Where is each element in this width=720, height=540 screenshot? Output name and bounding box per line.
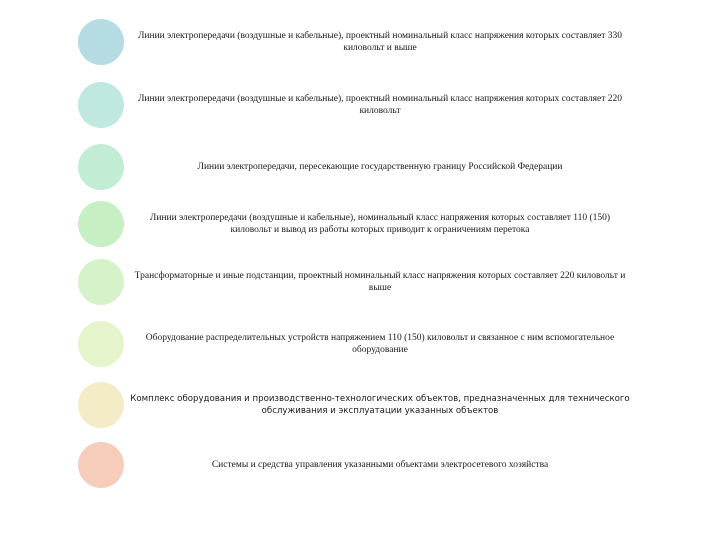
item-text-8: Системы и средства управления указанными объектами электросетевого хозяйства — [211, 460, 549, 470]
list-item — [78, 144, 638, 190]
bullet-circle-6 — [78, 321, 124, 367]
bullet-circle-3 — [78, 144, 124, 190]
item-text-5: Трансформаторные и иные подстанции, проектный номинальный класс напряжения которых составляет 220 киловольт и выше — [134, 271, 626, 293]
list-item — [78, 382, 638, 428]
bullet-circle-4 — [78, 201, 124, 247]
bullet-circle-5 — [78, 259, 124, 305]
item-text-7: Комплекс оборудования и производственно-технологических объектов, предназначенных для технического обслуживания и эксплуатации указанных объектов — [130, 394, 630, 416]
list-item — [78, 259, 638, 305]
list-item — [78, 201, 638, 247]
bullet-circle-1 — [78, 19, 124, 65]
list-item — [78, 19, 638, 65]
item-text-1: Линии электропередачи (воздушные и кабельные), проектный номинальный класс напряжения которых составляет 330 киловольт и выше — [137, 31, 623, 53]
item-text-2: Линии электропередачи (воздушные и кабельные), проектный номинальный класс напряжения которых составляет 220 киловольт — [137, 94, 623, 116]
item-text-6: Оборудование распределительных устройств напряжением 110 (150) киловольт и связанное с ним вспомогательное оборудование — [145, 333, 615, 355]
bullet-circle-8 — [78, 442, 124, 488]
list-item — [78, 82, 638, 128]
list-item — [78, 321, 638, 367]
bullet-circle-2 — [78, 82, 124, 128]
item-text-3: Линии электропередачи, пересекающие государственную границу Российской Федерации — [197, 162, 563, 172]
item-text-4: Линии электропередачи (воздушные и кабельные), номинальный класс напряжения которых составляет 110 (150) киловольт и вывод из работы которых приводит к ограничениям перетока — [149, 213, 611, 235]
list-item — [78, 442, 638, 488]
bullet-circle-7 — [78, 382, 124, 428]
